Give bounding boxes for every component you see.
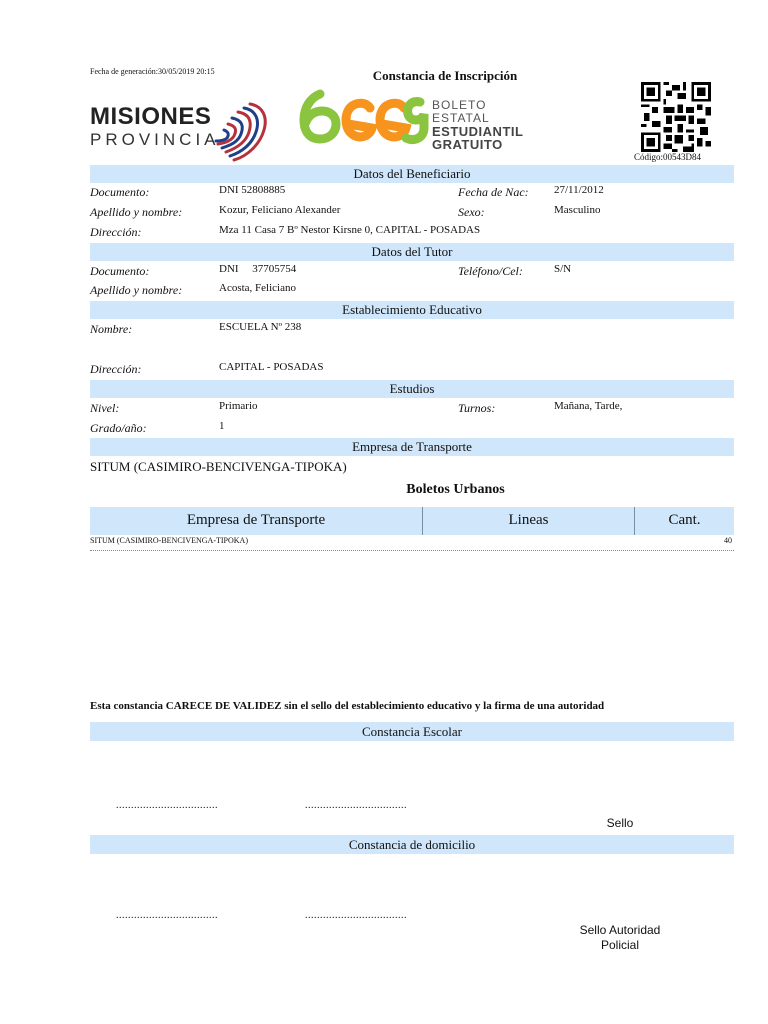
estudios-grado-value: 1 <box>219 420 225 432</box>
tutor-telefono-label: Teléfono/Cel: <box>458 264 523 278</box>
establecimiento-nombre-value: ESCUELA Nº 238 <box>219 321 302 333</box>
tutor-documento-label: Documento: <box>90 264 150 278</box>
signature-line: .................................. <box>116 800 218 811</box>
establecimiento-nombre-label: Nombre: <box>90 322 133 336</box>
sello-autoridad-line1: Sello Autoridad <box>579 923 661 937</box>
section-tutor: Datos del Tutor <box>90 243 734 261</box>
section-establecimiento: Establecimiento Educativo <box>90 301 734 319</box>
beneficiario-nombre-label: Apellido y nombre: <box>90 205 183 219</box>
provincia-logo-text: PROVINCIA <box>90 130 220 149</box>
transporte-empresa-value: SITUM (CASIMIRO-BENCIVENGA-TIPOKA) <box>90 459 347 474</box>
estudios-turnos-value: Mañana, Tarde, <box>554 400 623 412</box>
section-constancia-domicilio: Constancia de domicilio <box>90 835 734 854</box>
tutor-telefono-value: S/N <box>554 263 572 275</box>
generation-date: Fecha de generación:30/05/2019 20:15 <box>90 67 215 76</box>
boletos-title: Boletos Urbanos <box>406 482 505 497</box>
fingerprint-icon <box>212 100 274 164</box>
codigo-label: Código:00543D84 <box>634 152 702 162</box>
estudios-grado-label: Grado/año: <box>90 421 147 435</box>
beneficiario-nombre-value: Kozur, Feliciano Alexander <box>219 204 341 216</box>
beneficiario-direccion-value: Mza 11 Casa 7 Bº Nestor Kirsne 0, CAPITAL - POSADAS <box>219 224 481 236</box>
document-title: Constancia de Inscripción <box>372 68 518 83</box>
estudios-nivel-value: Primario <box>219 400 258 412</box>
estudios-turnos-label: Turnos: <box>458 401 496 415</box>
estudios-nivel-label: Nivel: <box>90 401 120 415</box>
section-beneficiario: Datos del Beneficiario <box>90 165 734 183</box>
beneficiario-documento-label: Documento: <box>90 185 150 199</box>
row-divider <box>90 550 734 551</box>
beneficiario-fecha-value: 27/11/2012 <box>554 184 604 196</box>
beneficiario-sexo-label: Sexo: <box>458 205 485 219</box>
sello-autoridad-label <box>560 923 680 953</box>
beneficiario-documento-value: DNI 52808885 <box>219 184 286 196</box>
beeg-line-4: GRATUITO <box>432 137 503 152</box>
establecimiento-direccion-label: Dirección: <box>90 362 142 376</box>
tutor-documento-value: DNI 37705754 <box>219 263 297 275</box>
beeg-logo-text <box>432 99 523 151</box>
col-cant-header: Cant. <box>668 512 701 528</box>
misiones-logo <box>90 104 230 150</box>
section-constancia-escolar: Constancia Escolar <box>90 722 734 741</box>
tutor-nombre-value: Acosta, Feliciano <box>219 282 296 294</box>
col-lineas-header: Lineas <box>508 512 549 528</box>
sello-label: Sello <box>606 816 634 830</box>
beneficiario-direccion-label: Dirección: <box>90 225 142 239</box>
row-cant: 40 <box>724 536 732 545</box>
beeg-logo-icon <box>298 88 430 146</box>
beneficiario-sexo-value: Masculino <box>554 204 601 216</box>
col-empresa-header: Empresa de Transporte <box>186 512 326 528</box>
establecimiento-direccion-value: CAPITAL - POSADAS <box>219 361 324 373</box>
beeg-line-2: ESTATAL <box>432 111 490 125</box>
qr-code-icon <box>641 82 711 152</box>
beeg-line-3: ESTUDIANTIL <box>432 124 524 139</box>
boletos-table-header <box>90 507 734 535</box>
sello-autoridad-line2: Policial <box>600 938 639 952</box>
validity-warning: Esta constancia CARECE DE VALIDEZ sin el sello del establecimiento educativo y la firma de una autoridad <box>90 700 605 712</box>
beneficiario-fecha-label: Fecha de Nac: <box>458 185 529 199</box>
signature-line: .................................. <box>116 910 218 921</box>
beeg-line-1: BOLETO <box>432 98 487 112</box>
signature-line: .................................. <box>305 800 407 811</box>
tutor-nombre-label: Apellido y nombre: <box>90 283 183 297</box>
signature-line: .................................. <box>305 910 407 921</box>
section-transporte: Empresa de Transporte <box>90 438 734 456</box>
section-estudios: Estudios <box>90 380 734 398</box>
row-empresa: SITUM (CASIMIRO-BENCIVENGA-TIPOKA) <box>90 536 248 545</box>
misiones-logo-text: MISIONES <box>90 103 212 130</box>
